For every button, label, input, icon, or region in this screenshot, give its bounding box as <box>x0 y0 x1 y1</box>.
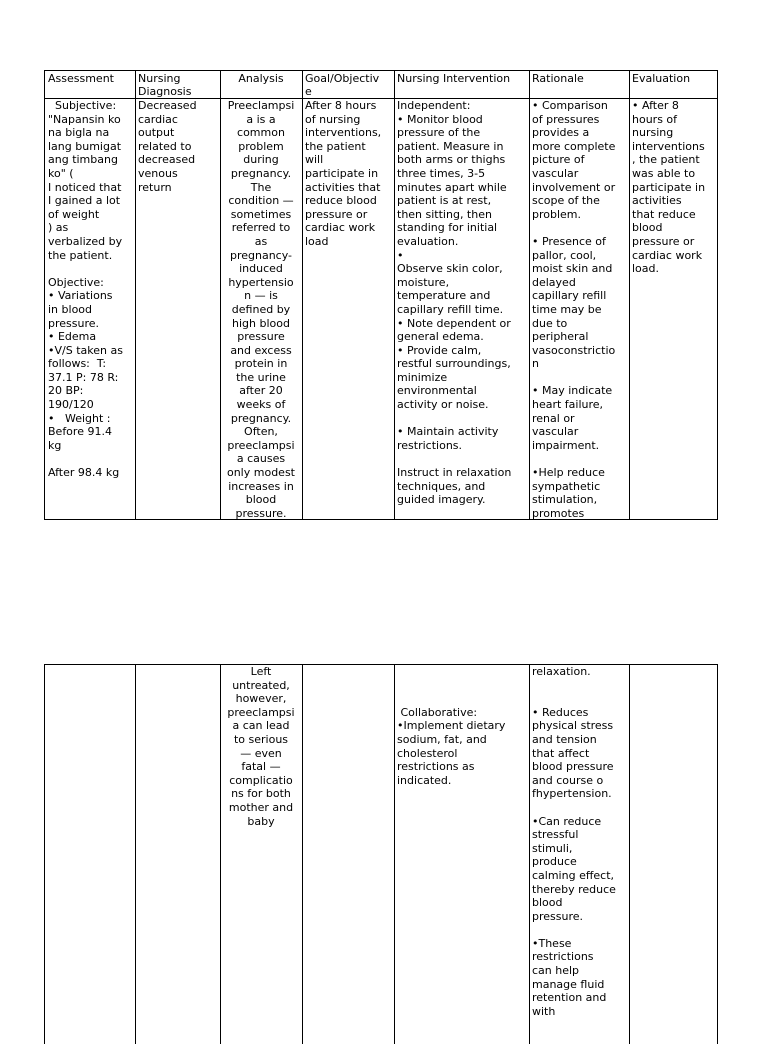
diagnosis-cell: Decreased cardiac output related to decreased venous return <box>138 99 197 194</box>
assessment-cell: Subjective: "Napansin ko na bigla na lang bumigat ang timbang ko" ( I noticed that I gained a lot of weight ) as verbalized by the patient. Objective: • Variations in blood pressure. • Edema •V/S taken as follows: T: 37.1 P: 78 R: 20 BP: 190/120 • Weight : Before 91.4 kg After 98.4 kg <box>48 99 123 480</box>
evaluation-cell: • After 8 hours of nursing interventions , the patient was able to participate in activities that reduce blood pressure or cardiac work load. <box>632 99 706 276</box>
analysis-cell: Preeclampsi a is a common problem during pregnancy. The condition — sometimes referred to as pregnancy- induced hypertensio n — is defined by high blood pressure and excess protein in the urine after 20 weeks of pregnancy. Often, preeclampsi a causes only modest increases in blood pressure. <box>226 99 295 520</box>
rationale-cell-continued: relaxation. • Reduces physical stress and tension that affect blood pressure and course o fhypertension. •Can reduce stressful stimuli, produce calming effect, thereby reduce blood pressure. •These restrictions can help manage fluid retention and with <box>532 665 616 1018</box>
header-evaluation: Evaluation <box>632 72 691 85</box>
care-plan-table-page2 <box>44 664 718 1044</box>
header-nursing-intervention: Nursing Intervention <box>397 72 511 85</box>
care-plan-table-page1 <box>44 70 718 520</box>
intervention-cell-continued: Collaborative: •Implement dietary sodium, fat, and cholesterol restrictions as indicated. <box>397 705 506 787</box>
header-goal-objective: Goal/Objectiv e <box>305 72 380 98</box>
header-rationale: Rationale <box>532 72 584 85</box>
rationale-cell: • Comparison of pressures provides a more complete picture of vascular involvement or scope of the problem. • Presence of pallor, cool, moist skin and delayed capillary refill time may be due to peripheral vasoconstrictio n • May indicate heart failure, renal or vascular impairment. •Help reduce sympathetic stimulation, promotes <box>532 99 616 520</box>
header-assessment: Assessment <box>48 72 114 85</box>
header-analysis: Analysis <box>238 72 284 85</box>
goal-cell: After 8 hours of nursing interventions, the patient will participate in activities that reduce blood pressure or cardiac work load <box>305 99 382 248</box>
intervention-cell: Independent: • Monitor blood pressure of the patient. Measure in both arms or thighs three times, 3-5 minutes apart while patient is at rest, then sitting, then standing for initial evaluation. • Observe skin color, moisture, temperature and capillary refill time. • Note dependent or general edema. • Provide calm, restful surroundings, minimize environmental activity or noise. • Maintain activity restrictions. Instruct in relaxation techniques, and guided imagery. <box>397 99 512 507</box>
analysis-cell-continued: Left untreated, however, preeclampsi a can lead to serious — even fatal — complicatio ns for both mother and baby <box>227 665 295 828</box>
header-nursing-diagnosis: Nursing Diagnosis <box>138 72 192 98</box>
